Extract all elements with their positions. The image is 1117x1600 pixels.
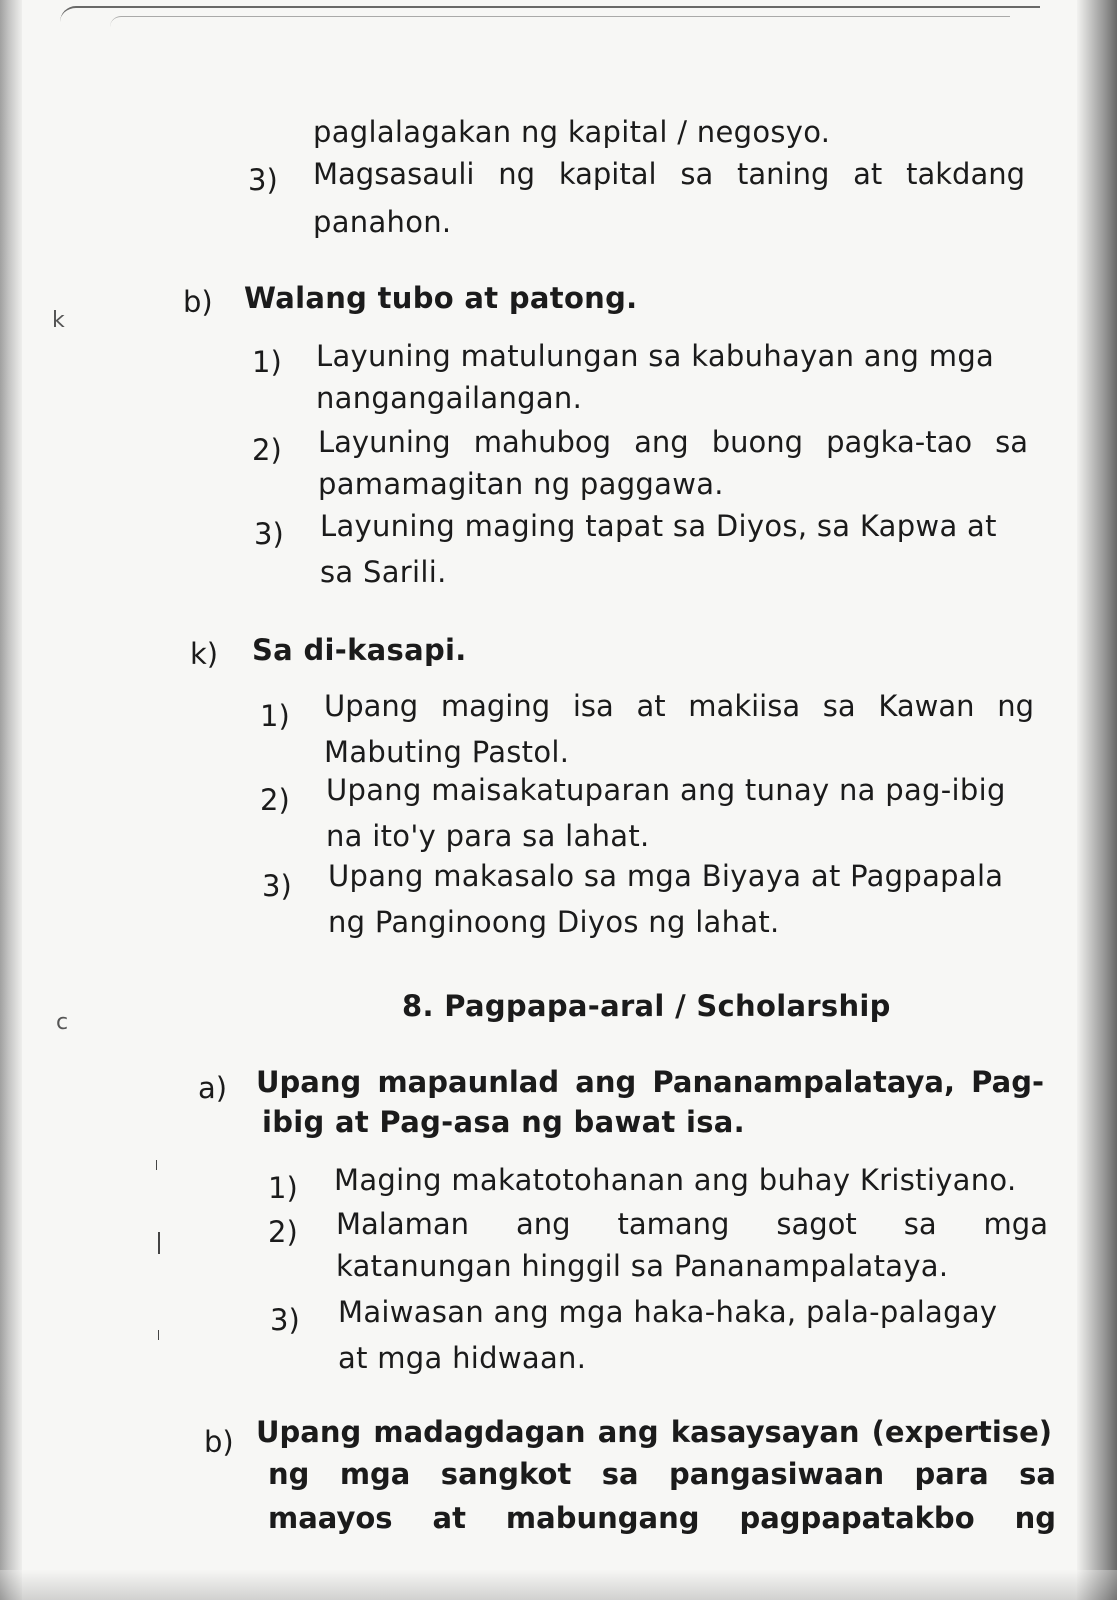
text-line: paglalagakan ng kapital / negosyo. xyxy=(313,115,831,149)
margin-mark: k xyxy=(52,308,65,333)
text-line: Layuning mahubog ang buong pagka-tao sa xyxy=(318,425,1028,459)
margin-tick xyxy=(158,1330,159,1340)
section-marker: a) xyxy=(198,1071,228,1105)
section-marker: k) xyxy=(190,637,219,671)
section-heading: maayos at mabungang pagpapatakbo ng xyxy=(268,1501,1056,1535)
text-line: na ito'y para sa lahat. xyxy=(326,819,650,853)
margin-tick xyxy=(156,1160,157,1170)
section-title: 8. Pagpapa-aral / Scholarship xyxy=(402,989,891,1023)
page-edge-top-inner xyxy=(110,16,1010,27)
list-marker: 2) xyxy=(260,783,290,817)
text-line: Upang maging isa at makiisa sa Kawan ng xyxy=(324,689,1034,723)
section-heading: ibig at Pag-asa ng bawat isa. xyxy=(262,1105,745,1139)
page-edge-right xyxy=(1077,0,1117,1600)
text-line: Magsasauli ng kapital sa taning at takdang xyxy=(313,157,1025,191)
list-marker: 2) xyxy=(268,1215,298,1249)
text-line: Maging makatotohanan ang buhay Kristiyano. xyxy=(334,1163,1017,1197)
list-marker: 1) xyxy=(260,699,290,733)
list-marker: 2) xyxy=(252,433,282,467)
text-line: Malaman ang tamang sagot sa mga xyxy=(336,1207,1048,1241)
list-marker: 3) xyxy=(262,869,292,903)
section-heading: ng mga sangkot sa pangasiwaan para sa xyxy=(268,1457,1056,1491)
text-line: Mabuting Pastol. xyxy=(324,735,570,769)
page-edge-left xyxy=(0,0,22,1600)
text-line: nangangailangan. xyxy=(316,381,583,415)
section-heading: Upang madagdagan ang kasaysayan (expertise) xyxy=(256,1415,1052,1449)
text-line: sa Sarili. xyxy=(320,555,447,589)
list-marker: 3) xyxy=(248,163,278,197)
list-marker: 1) xyxy=(268,1171,298,1205)
section-heading: Upang mapaunlad ang Pananampalataya, Pag- xyxy=(256,1065,1044,1099)
text-line: Layuning maging tapat sa Diyos, sa Kapwa at xyxy=(320,509,997,543)
margin-mark: c xyxy=(56,1010,69,1035)
page-edge-bottom xyxy=(0,1570,1117,1600)
text-line: Upang makasalo sa mga Biyaya at Pagpapala xyxy=(328,859,1004,893)
list-marker: 3) xyxy=(254,517,284,551)
section-marker: b) xyxy=(183,285,213,319)
section-heading: Walang tubo at patong. xyxy=(244,281,638,315)
margin-tick xyxy=(158,1232,160,1254)
text-line: ng Panginoong Diyos ng lahat. xyxy=(328,905,780,939)
section-heading: Sa di-kasapi. xyxy=(252,633,467,667)
text-line: pamamagitan ng paggawa. xyxy=(318,467,724,501)
section-marker: b) xyxy=(204,1425,234,1459)
text-line: katanungan hinggil sa Pananampalataya. xyxy=(336,1249,949,1283)
text-line: panahon. xyxy=(313,205,452,239)
list-marker: 3) xyxy=(270,1303,300,1337)
text-line: Upang maisakatuparan ang tunay na pag-ibig xyxy=(326,773,1006,807)
text-line: Layuning matulungan sa kabuhayan ang mga xyxy=(316,339,995,373)
text-line: at mga hidwaan. xyxy=(338,1341,587,1375)
text-line: Maiwasan ang mga haka-haka, pala-palagay xyxy=(338,1295,998,1329)
list-marker: 1) xyxy=(252,345,282,379)
